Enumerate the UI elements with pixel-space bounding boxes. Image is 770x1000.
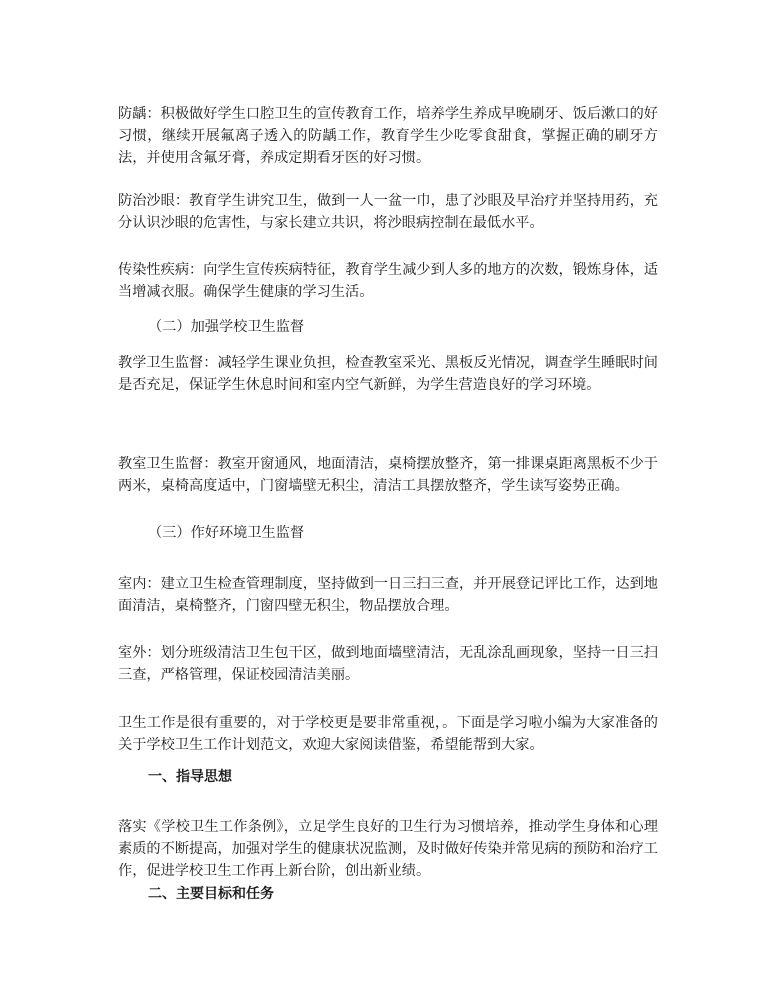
- paragraph-teaching-hygiene: 教学卫生监督：减轻学生课业负担，检查教室采光、黑板反光情况，调查学生睡眠时间是否充足，保证学生休息时间和室内空气新鲜，为学生营造良好的学习环境。: [118, 355, 658, 393]
- section-heading-goals-tasks: 二、主要目标和任务: [148, 886, 274, 902]
- paragraph-infectious-disease: 传染性疾病：向学生宣传疾病特征，教育学生减少到人多的地方的次数，锻炼身体，适当增减衣服。确保学生健康的学习生活。: [118, 262, 658, 300]
- section-heading-school-hygiene-supervision: （二）加强学校卫生监督: [148, 319, 305, 335]
- paragraph-outdoor: 室外：划分班级清洁卫生包干区，做到地面墙壁清洁，无乱涂乱画现象，坚持一日三扫三查，严格管理，保证校园清洁美丽。: [118, 645, 658, 683]
- section-heading-guiding-ideology: 一、指导思想: [148, 769, 232, 785]
- paragraph-intro: 卫生工作是很有重要的，对于学校更是要非常重视，。下面是学习啦小编为大家准备的关于学校卫生工作计划范文，欢迎大家阅读借鉴，希望能帮到大家。: [118, 715, 658, 753]
- paragraph-trachoma: 防治沙眼：教育学生讲究卫生，做到一人一盆一巾，患了沙眼及早治疗并坚持用药，充分认识沙眼的危害性，与家长建立共识，将沙眼病控制在最低水平。: [118, 193, 658, 231]
- paragraph-guiding-ideology: 落实《学校卫生工作条例》，立足学生良好的卫生行为习惯培养，推动学生身体和心理素质的不断提高，加强对学生的健康状况监测，及时做好传染并常见病的预防和治疗工作，促进学校卫生工作再上新台阶，创出新业绩。: [118, 819, 658, 879]
- paragraph-dental-caries: 防龋：积极做好学生口腔卫生的宣传教育工作，培养学生养成早晚刷牙、饭后漱口的好习惯，继续开展氟离子透入的防龋工作，教育学生少吃零食甜食，掌握正确的刷牙方法，并使用含氟牙膏，养成定期看牙医的好习惯。: [118, 106, 658, 166]
- paragraph-classroom-hygiene: 教室卫生监督：教室开窗通风，地面清洁，桌椅摆放整齐，第一排课桌距离黑板不少于两米，桌椅高度适中，门窗墙壁无积尘，清洁工具摆放整齐，学生读写姿势正确。: [118, 456, 658, 494]
- paragraph-indoor: 室内：建立卫生检查管理制度，坚持做到一日三扫三查，并开展登记评比工作，达到地面清洁，桌椅整齐，门窗四壁无积尘，物品摆放合理。: [118, 576, 658, 614]
- section-heading-environment-hygiene: （三）作好环境卫生监督: [148, 525, 305, 541]
